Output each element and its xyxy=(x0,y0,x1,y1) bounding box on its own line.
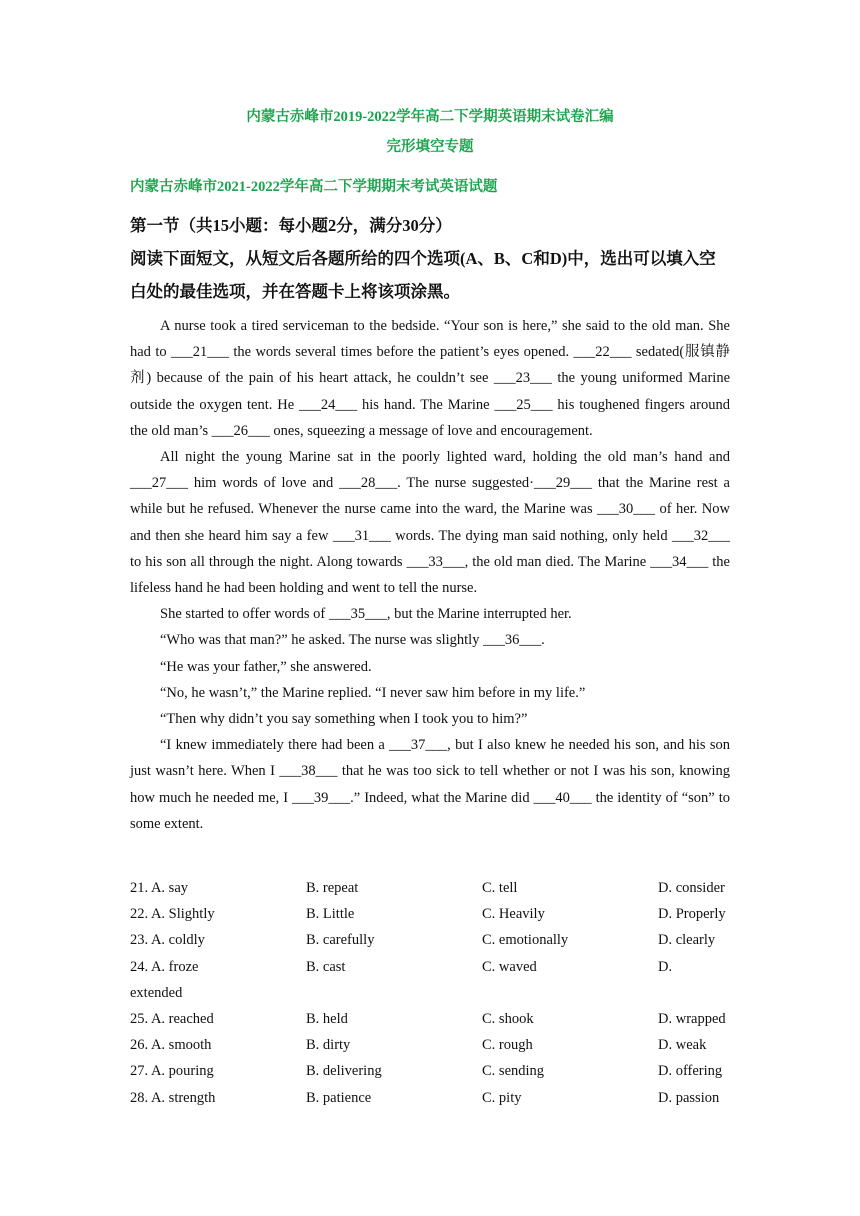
exam-name: 内蒙古赤峰市2021-2022学年高二下学期期末考试英语试题 xyxy=(130,179,498,195)
option-d: D. wrapped xyxy=(658,1011,726,1027)
passage-paragraph: She started to offer words of ___35___, but the Marine interrupted her. xyxy=(160,606,572,623)
option-a: 25. A. reached xyxy=(130,1011,214,1027)
option-d-wrap: extended xyxy=(130,984,183,1001)
option-row xyxy=(130,1085,730,1111)
option-b: B. cast xyxy=(306,958,346,975)
option-b: B. carefully xyxy=(306,932,375,949)
option-row xyxy=(130,1006,730,1032)
option-c: C. pity xyxy=(482,1089,522,1106)
option-c: C. Heavily xyxy=(482,906,545,923)
document-title: 内蒙古赤峰市2019-2022学年高二下学期英语期末试卷汇编 xyxy=(246,109,614,125)
document-subtitle: 完形填空专题 xyxy=(386,139,474,155)
option-row xyxy=(130,1058,730,1084)
option-a: 21. A. say xyxy=(130,880,188,896)
option-d: D. offering xyxy=(658,1063,723,1080)
option-a: 24. A. froze xyxy=(130,958,199,975)
option-b: B. dirty xyxy=(306,1037,351,1054)
passage-paragraph: “I knew immediately there had been a ___37___, but I also knew he needed his son, and his son just wasn’t here. When I ___38___ that he was too sick to tell whether or not I was his son, knowing how much he needed me, I ___39___.” Indeed, what the Marine did ___40___ the identity of “son” to some extent. xyxy=(130,737,730,832)
passage-paragraph: “No, he wasn’t,” the Marine replied. “I never saw him before in my life.” xyxy=(160,684,586,701)
option-d: D. xyxy=(658,958,673,975)
option-c: C. shook xyxy=(482,1011,534,1027)
option-b: B. held xyxy=(306,1011,348,1027)
option-a: 28. A. strength xyxy=(130,1089,216,1106)
section-heading: 第一节（共15小题：每小题2分，满分30分） xyxy=(130,216,452,235)
option-a: 23. A. coldly xyxy=(130,932,205,949)
option-d: D. Properly xyxy=(658,906,726,923)
option-b: B. repeat xyxy=(306,880,359,896)
option-b: B. Little xyxy=(306,906,355,923)
instruction-text: 阅读下面短文，从短文后各题所给的四个选项(A、B、C和D)中，选出可以填入空白处的最佳选项，并在答题卡上将该项涂黑。 xyxy=(130,249,716,301)
option-row xyxy=(130,875,730,901)
answer-options xyxy=(130,875,730,1111)
option-c: C. rough xyxy=(482,1037,533,1054)
option-b: B. delivering xyxy=(306,1063,382,1080)
option-row xyxy=(130,1032,730,1058)
option-c: C. tell xyxy=(482,880,518,896)
passage-paragraph: A nurse took a tired serviceman to the bedside. “Your son is here,” she said to the old man. She had to ___21___ the words several times before the patient’s eyes opened. ___22___ sedated(服镇静剂) because of the pain of his heart attack, he couldn’t see ___23___ the young uniformed Marine outside the oxygen tent. He ___24___ his hand. The Marine ___25___ his toughened fingers around the old man’s ___26___ ones, squeezing a message of love and encouragement. xyxy=(130,318,730,439)
option-d: D. clearly xyxy=(658,932,716,949)
option-b: B. patience xyxy=(306,1089,372,1106)
option-row xyxy=(130,901,730,927)
option-a: 26. A. smooth xyxy=(130,1037,212,1054)
option-c: C. emotionally xyxy=(482,932,569,949)
option-a: 27. A. pouring xyxy=(130,1063,214,1080)
option-a: 22. A. Slightly xyxy=(130,906,215,923)
option-d: D. passion xyxy=(658,1089,720,1106)
passage-paragraph: “Who was that man?” he asked. The nurse was slightly ___36___. xyxy=(160,632,545,649)
option-c: C. sending xyxy=(482,1063,545,1080)
passage-paragraph: All night the young Marine sat in the poorly lighted ward, holding the old man’s hand and ___27___ him words of love and ___28___. The nurse suggested·___29___ that the Marine rest a while but he refused. Whenever the nurse came into the ward, the Marine was ___30___ of her. Now and then she heard him say a few ___31___ words. The dying man said nothing, only held ___32___ to his son all through the night. Along towards ___33___, the old man died. The Marine ___34___ the lifeless hand he had been holding and went to tell the nurse. xyxy=(130,449,730,597)
passage xyxy=(130,313,730,837)
option-row xyxy=(130,927,730,953)
option-row xyxy=(130,954,730,980)
passage-paragraph: “He was your father,” she answered. xyxy=(160,658,372,675)
option-d: D. consider xyxy=(658,880,725,896)
option-c: C. waved xyxy=(482,958,537,975)
passage-paragraph: “Then why didn’t you say something when I took you to him?” xyxy=(160,711,528,728)
option-d: D. weak xyxy=(658,1037,707,1054)
